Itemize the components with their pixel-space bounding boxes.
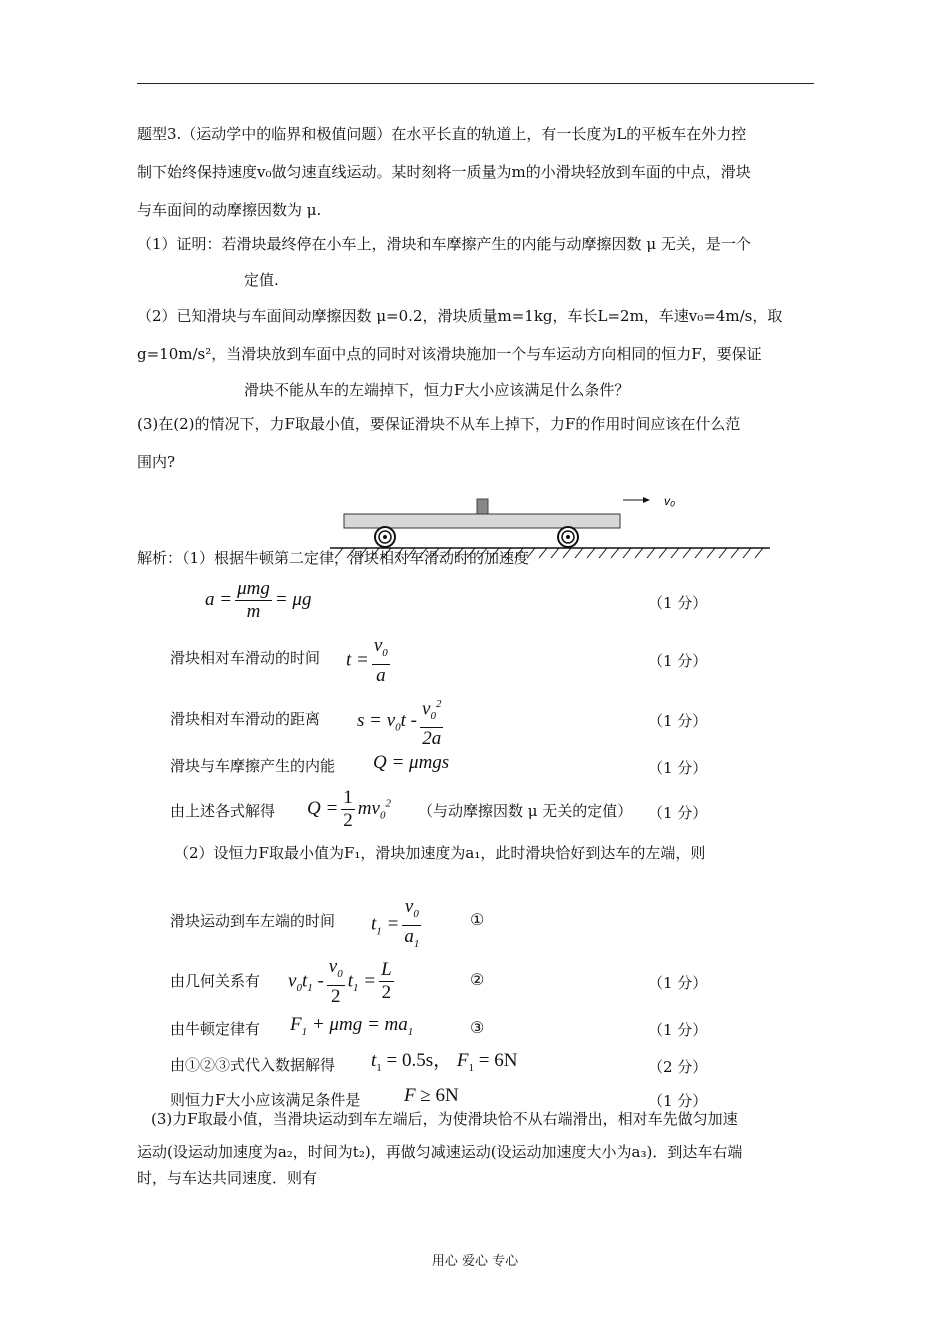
eq-newton: $F_1 + \mu mg = ma_1$ bbox=[290, 1014, 414, 1038]
question-1-cont: 定值. bbox=[244, 271, 279, 289]
score-9: （1 分） bbox=[648, 1092, 708, 1110]
header-rule bbox=[137, 83, 814, 84]
label-solve: 由①②③式代入数据解得 bbox=[170, 1056, 336, 1074]
slider-block bbox=[477, 499, 488, 514]
score-4: （1 分） bbox=[648, 759, 708, 777]
eq-acceleration: a = $\frac{\text{μmg}}{m}$ = μg bbox=[205, 578, 312, 622]
eq-heat: Q = μmgs bbox=[373, 752, 450, 773]
problem-line-2: 制下始终保持速度v₀做匀速直线运动。某时刻将一质量为m的小滑块轻放到车面的中点，滑块 bbox=[137, 163, 751, 181]
problem-line-3: 与车面间的动摩擦因数为 μ. bbox=[137, 201, 322, 219]
part-3-line-2: 运动(设运动加速度为a₂，时间为t₂)，再做匀减速运动(设运动加速度大小为a₃)．到达车右端 bbox=[137, 1143, 743, 1161]
label-condition: 则恒力F大小应该满足条件是 bbox=[170, 1091, 361, 1109]
question-2: （2）已知滑块与车面间动摩擦因数 μ=0.2，滑块质量m=1kg，车长L=2m，车速v₀=4m/s，取 bbox=[137, 307, 783, 325]
score-3: （1 分） bbox=[648, 712, 708, 730]
marker-3: ③ bbox=[470, 1018, 485, 1037]
eq-distance: $s = v_0t$ - $\frac{v_0^2}{2a}$ bbox=[357, 693, 446, 750]
eq-left-time: $t_1$ = $\frac{v_0}{a_1}$ bbox=[371, 896, 420, 950]
label-geometry: 由几何关系有 bbox=[170, 972, 261, 990]
page-footer: 用心 爱心 专心 bbox=[431, 1254, 519, 1269]
eq-result: Q = $\frac{1}{2}$ $mv_0^2$ bbox=[307, 787, 391, 831]
label-heat: 滑块与车摩擦产生的内能 bbox=[170, 757, 336, 775]
eq-time: t = $\frac{v_0}{a}$ bbox=[346, 635, 388, 686]
label-time: 滑块相对车滑动的时间 bbox=[170, 649, 321, 667]
part-3-line-1: (3)力F取最小值，当滑块运动到车左端后，为使滑块恰不从右端滑出，相对车先做匀加速 bbox=[151, 1110, 738, 1128]
score-8: （2 分） bbox=[648, 1058, 708, 1076]
label-distance: 滑块相对车滑动的距离 bbox=[170, 710, 321, 728]
score-6: （1 分） bbox=[648, 974, 708, 992]
cart-plate bbox=[344, 514, 620, 528]
eq-geometry: $v_0t_1$ - $\frac{v_0}{2}$ $t_1$ = $\frac{L}{2}$ bbox=[288, 956, 392, 1007]
eq-condition: F ≥ 6N bbox=[404, 1085, 459, 1106]
question-2-cont2: 滑块不能从车的左端掉下，恒力F大小应该满足什么条件？ bbox=[244, 381, 630, 399]
question-3: (3)在(2)的情况下，力F取最小值，要保证滑块不从车上掉下，力F的作用时间应该在什么范 bbox=[137, 415, 741, 433]
score-7: （1 分） bbox=[648, 1021, 708, 1039]
part-2-intro: （2）设恒力F取最小值为F₁，滑块加速度为a₁，此时滑块恰好到达车的左端，则 bbox=[174, 844, 706, 862]
cart-wheel-left bbox=[375, 527, 395, 547]
score-2: （1 分） bbox=[648, 652, 708, 670]
question-1: （1）证明：若滑块最终停在小车上，滑块和车摩擦产生的内能与动摩擦因数 μ 无关，是一个 bbox=[137, 235, 751, 253]
result-note: （与动摩擦因数 μ 无关的定值） bbox=[418, 802, 633, 820]
label-newton: 由牛顿定律有 bbox=[170, 1020, 261, 1038]
velocity-arrow-head bbox=[643, 497, 650, 503]
question-3-cont: 围内? bbox=[137, 453, 176, 471]
cart-wheel-right bbox=[558, 527, 578, 547]
problem-line-1: 题型3.（运动学中的临界和极值问题）在水平长直的轨道上，有一长度为L的平板车在外力控 bbox=[137, 125, 747, 143]
score-5: （1 分） bbox=[648, 804, 708, 822]
question-2-cont: g=10m/s²，当滑块放到车面中点的同时对该滑块施加一个与车运动方向相同的恒力F，要保证 bbox=[137, 345, 762, 363]
label-left-time: 滑块运动到车左端的时间 bbox=[170, 912, 336, 930]
marker-2: ② bbox=[470, 970, 485, 989]
marker-1: ① bbox=[470, 910, 485, 929]
eq-solve: $t_1 = 0.5s$， $F_1 = 6N$ bbox=[371, 1050, 518, 1074]
score-1: （1 分） bbox=[648, 594, 708, 612]
part-3-line-3: 时，与车达共同速度．则有 bbox=[137, 1169, 318, 1187]
solution-intro: 解析：（1）根据牛顿第二定律，滑块相对车滑动时的加速度 bbox=[137, 549, 530, 567]
label-result: 由上述各式解得 bbox=[170, 802, 276, 820]
velocity-label: v₀ bbox=[664, 494, 676, 508]
